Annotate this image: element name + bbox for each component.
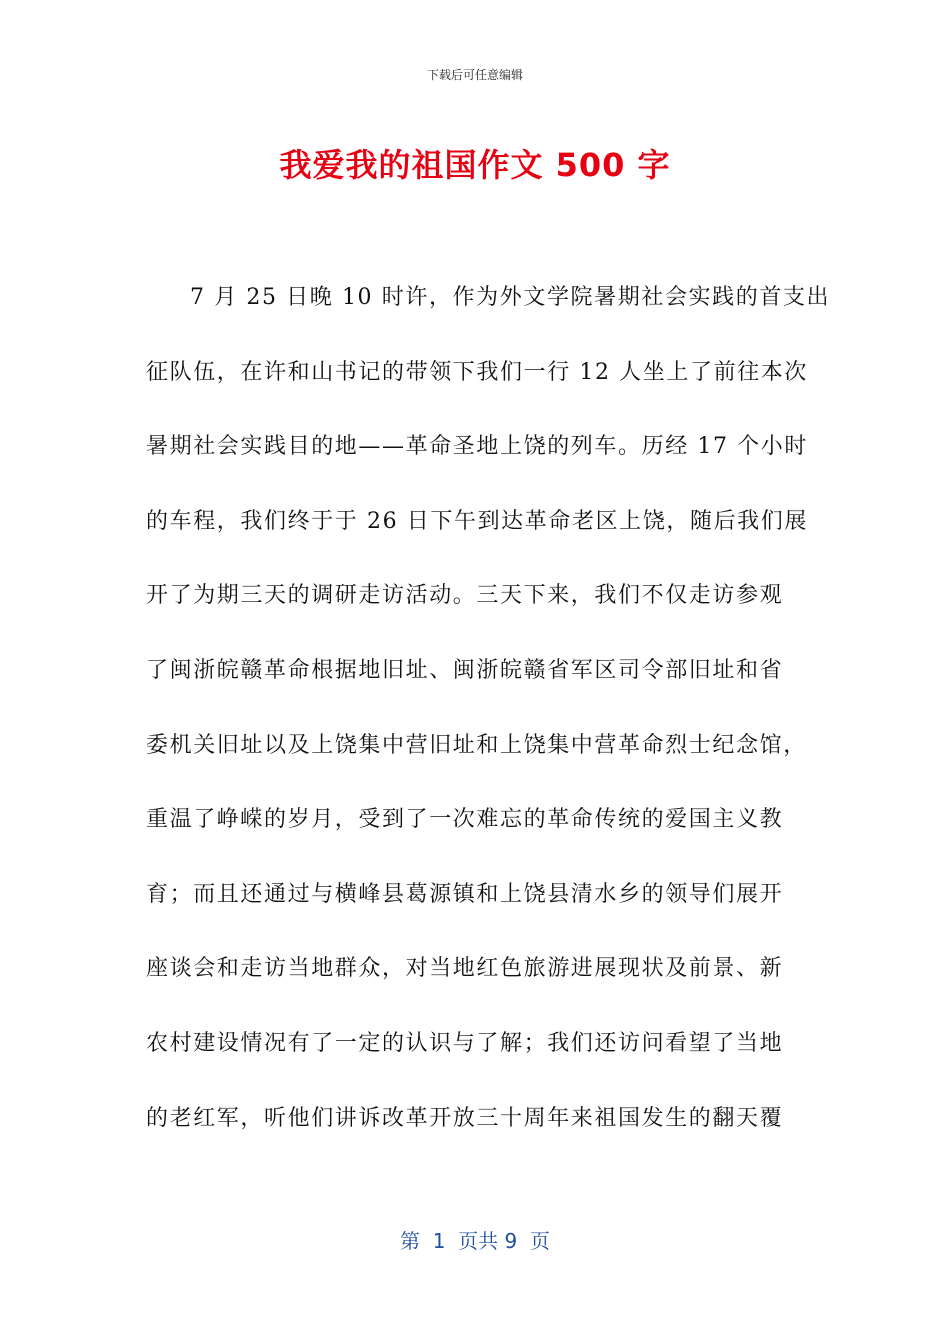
body-line: 育；而且还通过与横峰县葛源镇和上饶县清水乡的领导们展开 [146,881,784,907]
body-line: 座谈会和走访当地群众，对当地红色旅游进展现状及前景、新 [146,956,784,982]
body-text [146,276,831,1171]
body-line: 委机关旧址以及上饶集中营旧址和上饶集中营革命烈士纪念馆， [146,732,807,758]
body-line: 农村建设情况有了一定的认识与了解；我们还访问看望了当地 [146,1030,784,1056]
body-line: 的老红军，听他们讲诉改革开放三十周年来祖国发生的翻天覆 [146,1105,784,1131]
page-number-footer: 第 1 页共 9 页 [400,1229,550,1253]
body-line: 开了为期三天的调研走访活动。三天下来，我们不仅走访参观 [146,583,784,609]
body-line: 了闽浙皖赣革命根据地旧址、闽浙皖赣省军区司令部旧址和省 [146,657,784,683]
document-title: 我爱我的祖国作文 500 字 [279,146,671,184]
body-line: 征队伍，在许和山书记的带领下我们一行 12 人坐上了前往本次 [146,359,808,385]
body-line: 重温了峥嵘的岁月，受到了一次难忘的革命传统的爱国主义教 [146,807,784,833]
body-line: 的车程，我们终于于 26 日下午到达革命老区上饶，随后我们展 [146,508,808,534]
header-note: 下载后可任意编辑 [426,68,523,82]
body-line: 暑期社会实践目的地——革命圣地上饶的列车。历经 17 个小时 [146,434,808,460]
body-line: 7 月 25 日晚 10 时许，作为外文学院暑期社会实践的首支出 [190,285,831,310]
